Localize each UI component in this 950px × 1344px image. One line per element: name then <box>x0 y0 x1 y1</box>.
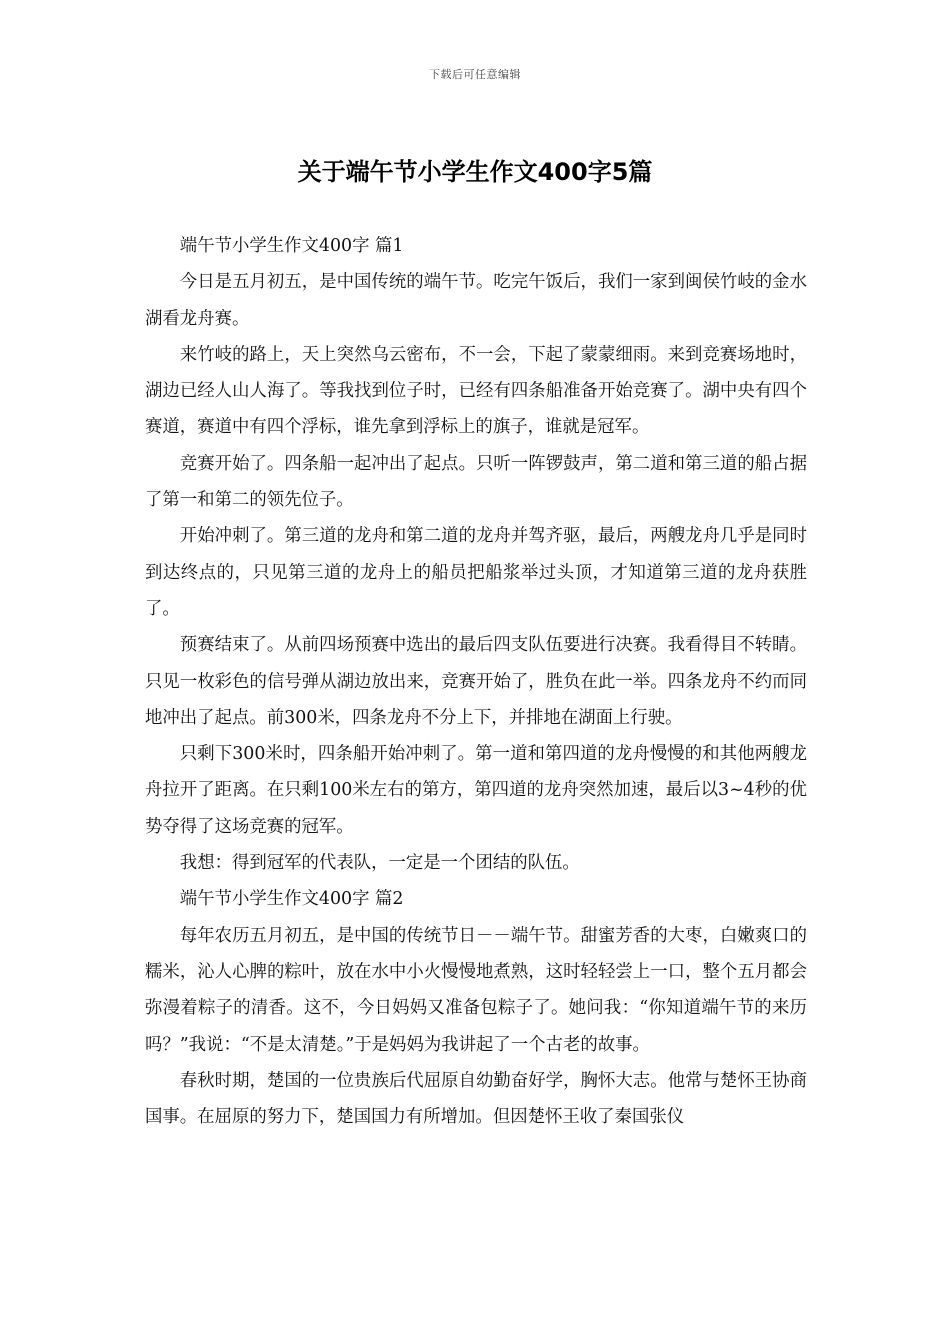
paragraph: 每年农历五月初五，是中国的传统节日－－端午节。甜蜜芳香的大枣，白嫩爽口的糯米，沁人心脾的粽叶，放在水中小火慢慢地煮熟，这时轻轻尝上一口，整个五月都会弥漫着粽子的清香。这不，今日妈妈又准备包粽子了。她问我：“你知道端午节的来历吗？”我说：“不是太清楚。”于是妈妈为我讲起了一个古老的故事。 <box>145 925 807 1055</box>
section-heading: 端午节小学生作文400字 篇2 <box>179 889 404 910</box>
paragraph: 春秋时期，楚国的一位贵族后代屈原自幼勤奋好学，胸怀大志。他常与楚怀王协商国事。在屈原的努力下，楚国国力有所增加。但因楚怀王收了秦国张仪 <box>145 1070 807 1128</box>
section-heading: 端午节小学生作文400字 篇1 <box>179 236 404 256</box>
paragraph: 开始冲刺了。第三道的龙舟和第二道的龙舟并驾齐驱，最后，两艘龙舟几乎是同时到达终点的，只见第三道的龙舟上的船员把船浆举过头顶，才知道第三道的龙舟获胜了。 <box>145 526 807 619</box>
paragraph: 预赛结束了。从前四场预赛中选出的最后四支队伍要进行决赛。我看得目不转睛。只见一枚彩色的信号弹从湖边放出来，竞赛开始了，胜负在此一举。四条龙舟不约而同地冲出了起点。前300米，四条龙舟不分上下，并排地在湖面上行驶。 <box>145 635 807 728</box>
paragraph: 今日是五月初五，是中国传统的端午节。吃完午饭后，我们一家到闽侯竹岐的金水湖看龙舟赛。 <box>145 272 807 329</box>
document-title: 关于端午节小学生作文400字5篇 <box>297 158 653 186</box>
paragraph: 竞赛开始了。四条船一起冲出了起点。只听一阵锣鼓声，第二道和第三道的船占据了第一和第二的领先位子。 <box>145 453 807 511</box>
paragraph: 我想：得到冠军的代表队，一定是一个团结的队伍。 <box>179 853 580 874</box>
paragraph: 来竹岐的路上，天上突然乌云密布，不一会，下起了蒙蒙细雨。来到竞赛场地时，湖边已经人山人海了。等我找到位子时，已经有四条船准备开始竞赛了。湖中央有四个赛道，赛道中有四个浮标，谁先拿到浮标上的旗子，谁就是冠军。 <box>145 344 807 438</box>
paragraph: 只剩下300米时，四条船开始冲刺了。第一道和第四道的龙舟慢慢的和其他两艘龙舟拉开了距离。在只剩100米左右的第方，第四道的龙舟突然加速，最后以3~4秒的优势夺得了这场竞赛的冠军。 <box>145 744 807 837</box>
document-body <box>145 228 807 1135</box>
header-note: 下载后可任意编辑 <box>429 68 521 81</box>
